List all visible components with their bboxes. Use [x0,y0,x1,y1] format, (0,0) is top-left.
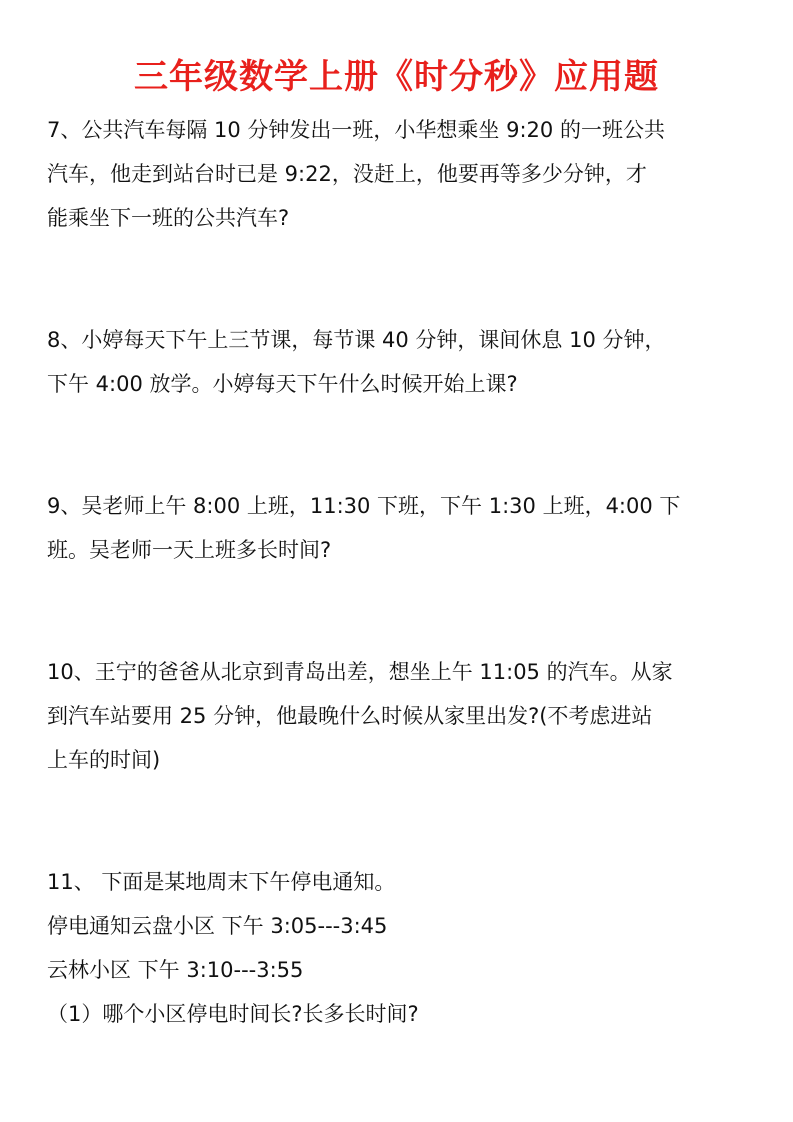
question-11-notice-line-1: 停电通知云盘小区 下午 3:05---3:45 [47,914,388,938]
question-11-notice-line-2: 云林小区 下午 3:10---3:55 [47,958,304,982]
question-9-line-1: 9、吴老师上午 8:00 上班，11:30 下班，下午 1:30 上班，4:00 下 [47,494,681,518]
question-8-line-1: 8、小婷每天下午上三节课，每节课 40 分钟，课间休息 10 分钟， [47,328,666,352]
page-title: 三年级数学上册《时分秒》应用题 [134,57,659,97]
question-10 [47,650,752,782]
question-7-line-2: 汽车，他走到站台时已是 9:22，没赶上，他要再等多少分钟，才 [47,162,647,186]
question-10-line-2: 到汽车站要用 25 分钟，他最晚什么时候从家里出发?(不考虑进站 [47,704,653,728]
question-8-line-2: 下午 4:00 放学。小婷每天下午什么时候开始上课? [47,372,518,396]
question-9 [47,484,752,572]
question-9-line-2: 班。吴老师一天上班多长时间? [47,538,332,562]
question-10-line-1: 10、王宁的爸爸从北京到青岛出差，想坐上午 11:05 的汽车。从家 [47,660,673,684]
question-8 [47,318,752,406]
question-7-line-1: 7、公共汽车每隔 10 分钟发出一班，小华想乘坐 9:20 的一班公共 [47,118,665,142]
question-11 [47,860,752,1036]
question-7-line-3: 能乘坐下一班的公共汽车? [47,206,290,230]
question-11-subquestion-1: （1）哪个小区停电时间长?长多长时间? [47,1002,419,1026]
question-11-line-1: 11、 下面是某地周末下午停电通知。 [47,870,396,894]
question-10-line-3: 上车的时间) [47,748,161,772]
question-7 [47,108,752,240]
